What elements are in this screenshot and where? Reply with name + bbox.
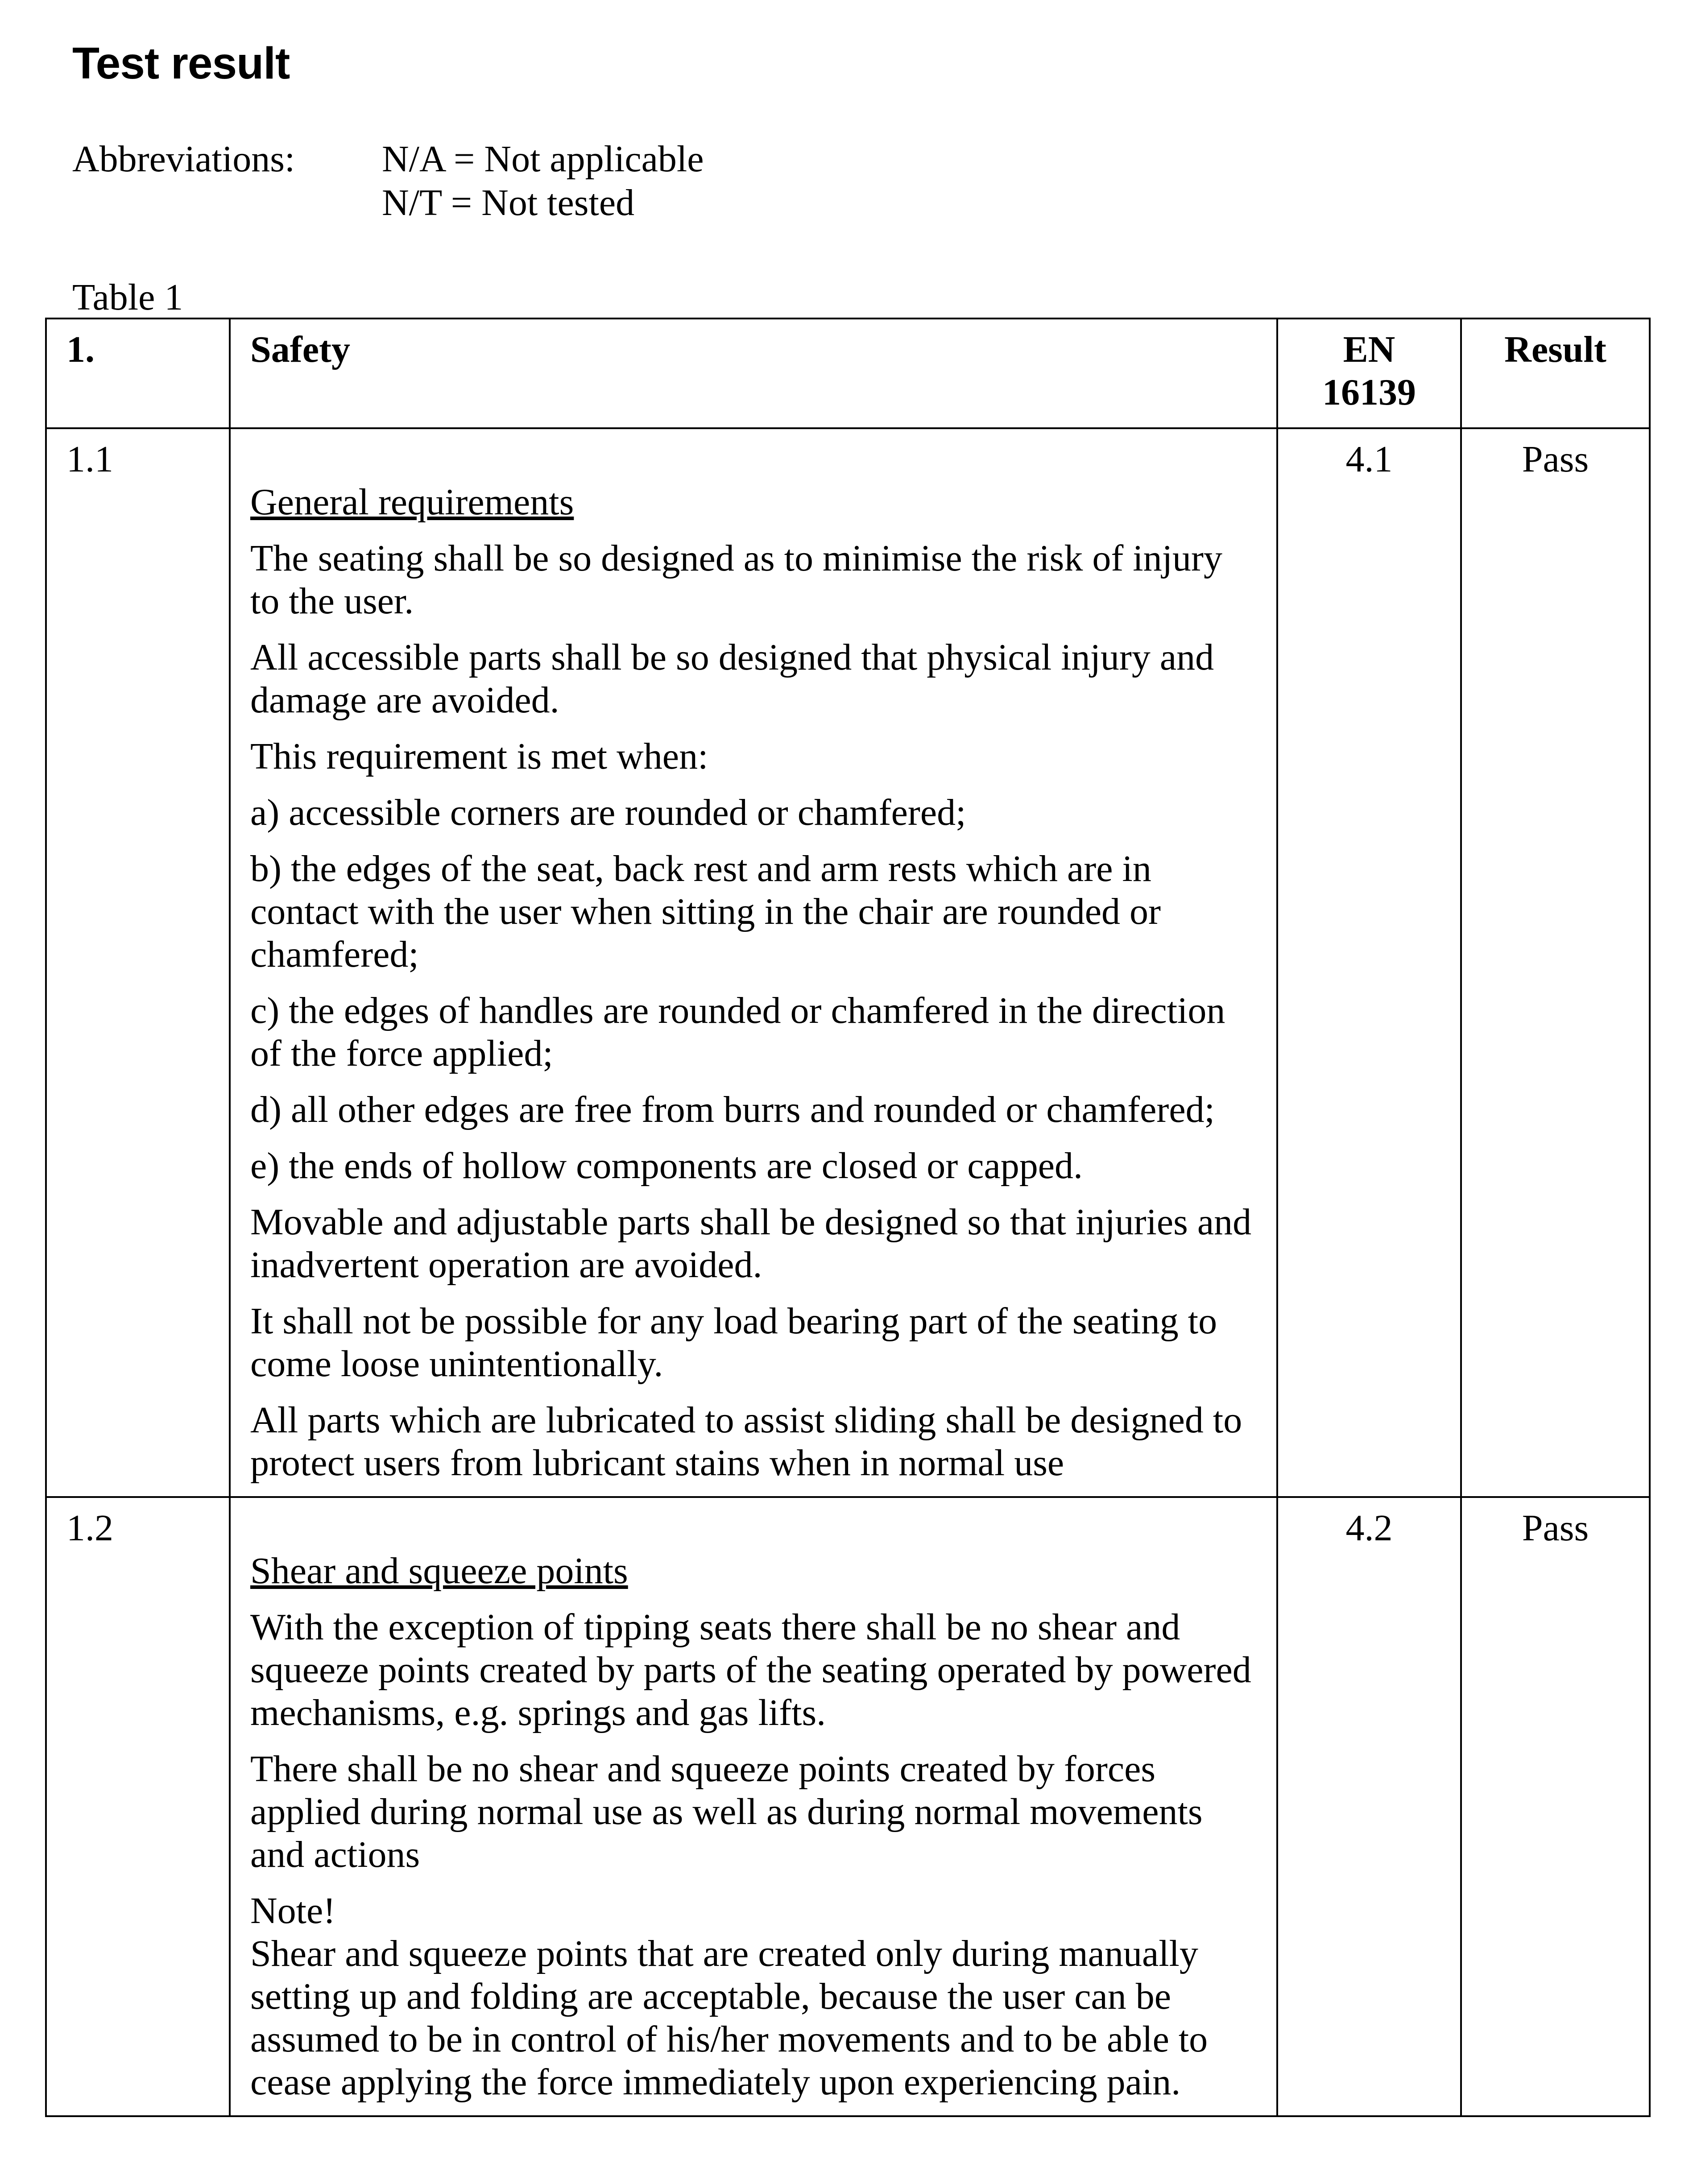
header-standard (1277, 318, 1461, 428)
row-title: General requirements (250, 481, 574, 523)
row-paragraph: d) all other edges are free from burrs and rounded or chamfered; (250, 1089, 1215, 1130)
header-section-title: Safety (230, 318, 1277, 428)
header-section-number: 1. (46, 318, 230, 428)
row-paragraph: a) accessible corners are rounded or chamfered; (250, 792, 966, 833)
row-title: Shear and squeeze points (250, 1550, 628, 1592)
header-standard-line1: EN (1343, 329, 1395, 370)
table-header-row (46, 318, 1650, 428)
header-standard-line2: 16139 (1322, 372, 1416, 413)
row-result: Pass (1461, 1497, 1650, 2116)
row-paragraph: The seating shall be so designed as to minimise the risk of injury to the user. (250, 538, 1222, 622)
row-note-text: Shear and squeeze points that are created only during manually setting up and folding are acceptable, because the user can be assumed to be in control of his/her movements and to be able to cease applying the force immediately upon experiencing pain. (250, 1933, 1208, 2103)
abbreviation-item-na: N/A = Not applicable (382, 138, 704, 180)
row-number: 1.1 (46, 428, 230, 1497)
row-paragraph: All parts which are lubricated to assist sliding shall be designed to protect users from lubricant stains when in normal use (250, 1399, 1242, 1484)
abbreviations-list (382, 137, 704, 225)
row-paragraph: With the exception of tipping seats there shall be no shear and squeeze points created by parts of the seating operated by powered mechanisms, e.g. springs and gas lifts. (250, 1606, 1251, 1733)
row-standard: 4.2 (1277, 1497, 1461, 2116)
table-caption: Table 1 (72, 277, 183, 318)
row-paragraph: e) the ends of hollow components are closed or capped. (250, 1145, 1083, 1187)
abbreviation-item-nt: N/T = Not tested (382, 182, 635, 223)
page-heading: Test result (72, 38, 290, 88)
row-description (230, 1497, 1277, 2116)
abbreviations-label: Abbreviations: (72, 138, 295, 180)
table-row (46, 428, 1650, 1497)
row-paragraph: This requirement is met when: (250, 736, 708, 777)
row-paragraph: It shall not be possible for any load bearing part of the seating to come loose unintentionally. (250, 1300, 1217, 1385)
row-paragraph: There shall be no shear and squeeze points created by forces applied during normal use as well as during normal movements and actions (250, 1748, 1203, 1875)
row-paragraph: b) the edges of the seat, back rest and arm rests which are in contact with the user when sitting in the chair are rounded or chamfered; (250, 848, 1161, 975)
results-table (45, 318, 1651, 2117)
table-row (46, 1497, 1650, 2116)
row-standard: 4.1 (1277, 428, 1461, 1497)
row-note (250, 1890, 1257, 2104)
row-description (230, 428, 1277, 1497)
row-note-label: Note! (250, 1890, 336, 1932)
row-result: Pass (1461, 428, 1650, 1497)
row-number: 1.2 (46, 1497, 230, 2116)
header-result: Result (1461, 318, 1650, 428)
row-paragraph: Movable and adjustable parts shall be designed so that injuries and inadvertent operation are avoided. (250, 1201, 1252, 1286)
row-paragraph: All accessible parts shall be so designed that physical injury and damage are avoided. (250, 637, 1214, 721)
row-paragraph: c) the edges of handles are rounded or chamfered in the direction of the force applied; (250, 990, 1225, 1074)
